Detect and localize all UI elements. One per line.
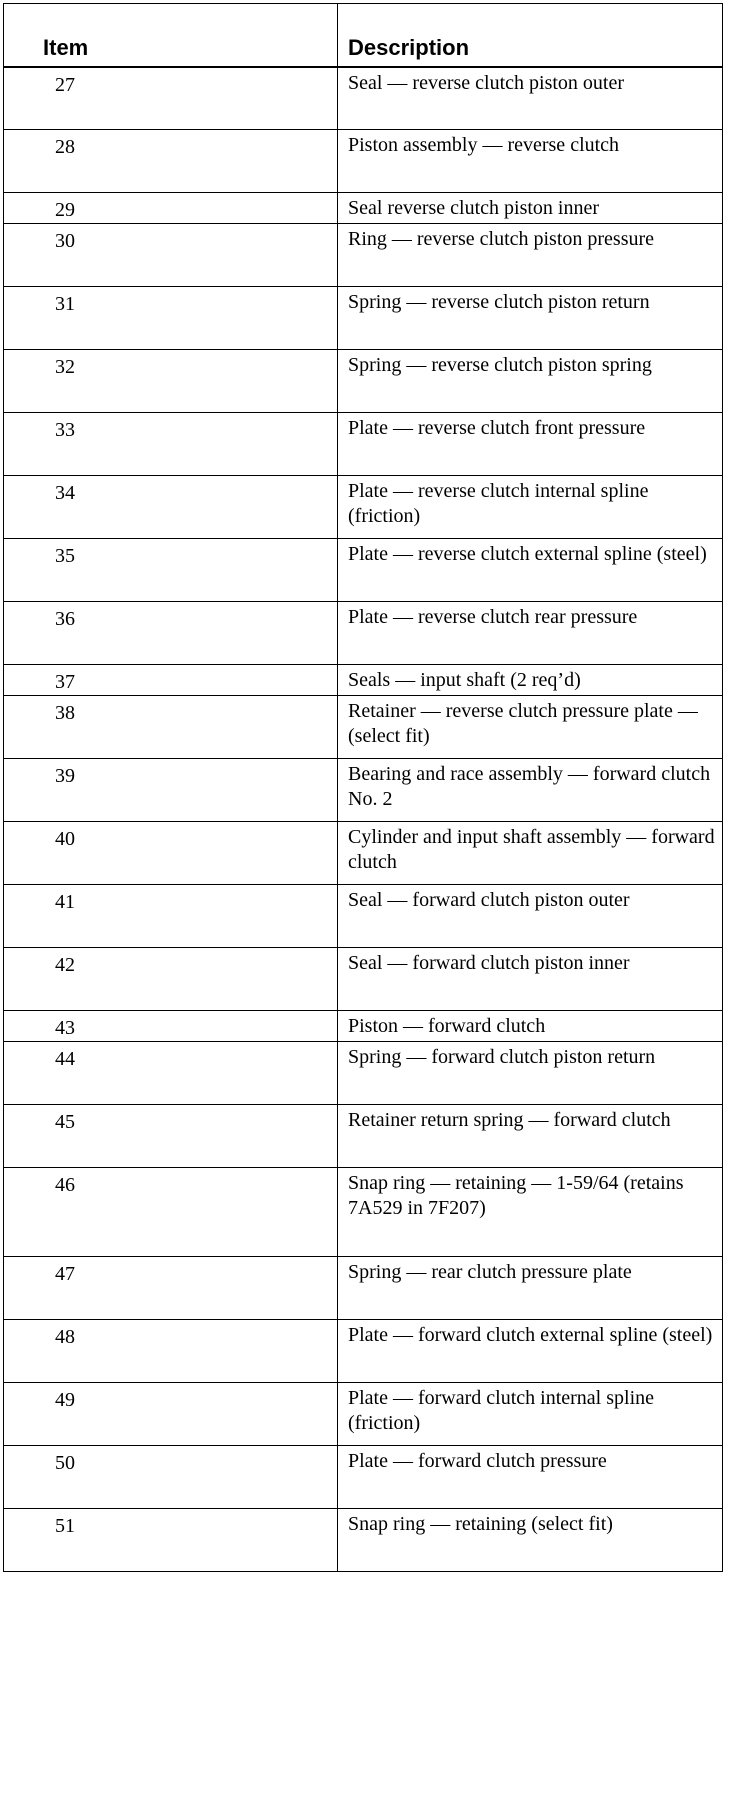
item-description: Bearing and race assembly — forward clutch No. 2	[338, 759, 723, 822]
table-row	[4, 696, 723, 759]
description-column-header: Description	[338, 4, 723, 67]
table-body	[4, 67, 723, 1572]
item-description: Spring — reverse clutch piston spring	[338, 350, 723, 413]
item-description: Seals — input shaft (2 req’d)	[338, 665, 723, 696]
table-row	[4, 476, 723, 539]
item-description: Piston assembly — reverse clutch	[338, 130, 723, 193]
item-number: 40	[4, 822, 338, 885]
table-row	[4, 224, 723, 287]
table-row	[4, 885, 723, 948]
table-row	[4, 1446, 723, 1509]
table-row	[4, 665, 723, 696]
item-description: Plate — reverse clutch front pressure	[338, 413, 723, 476]
item-description: Plate — reverse clutch rear pressure	[338, 602, 723, 665]
table-row	[4, 1168, 723, 1257]
table-row	[4, 1383, 723, 1446]
item-number: 45	[4, 1105, 338, 1168]
item-number: 43	[4, 1011, 338, 1042]
item-number: 46	[4, 1168, 338, 1257]
item-number: 36	[4, 602, 338, 665]
item-number: 50	[4, 1446, 338, 1509]
table-row	[4, 130, 723, 193]
item-description: Plate — reverse clutch internal spline (friction)	[338, 476, 723, 539]
table-row	[4, 287, 723, 350]
item-number: 33	[4, 413, 338, 476]
table-row	[4, 67, 723, 130]
item-description: Seal — reverse clutch piston outer	[338, 67, 723, 130]
table-row	[4, 822, 723, 885]
item-description: Retainer — reverse clutch pressure plate — (select fit)	[338, 696, 723, 759]
item-description: Cylinder and input shaft assembly — forward clutch	[338, 822, 723, 885]
item-description: Spring — rear clutch pressure plate	[338, 1257, 723, 1320]
table-row	[4, 350, 723, 413]
table-row	[4, 948, 723, 1011]
item-number: 38	[4, 696, 338, 759]
item-description: Piston — forward clutch	[338, 1011, 723, 1042]
item-number: 37	[4, 665, 338, 696]
item-description: Snap ring — retaining (select fit)	[338, 1509, 723, 1572]
table-row	[4, 759, 723, 822]
item-description: Snap ring — retaining — 1-59/64 (retains 7A529 in 7F207)	[338, 1168, 723, 1257]
item-number: 44	[4, 1042, 338, 1105]
item-number: 42	[4, 948, 338, 1011]
item-description: Ring — reverse clutch piston pressure	[338, 224, 723, 287]
item-number: 47	[4, 1257, 338, 1320]
table-row	[4, 602, 723, 665]
header-row	[4, 4, 723, 67]
table-row	[4, 193, 723, 224]
item-number: 48	[4, 1320, 338, 1383]
item-number: 27	[4, 67, 338, 130]
item-number: 35	[4, 539, 338, 602]
item-description: Plate — forward clutch internal spline (friction)	[338, 1383, 723, 1446]
item-number: 39	[4, 759, 338, 822]
item-description: Plate — forward clutch pressure	[338, 1446, 723, 1509]
table-row	[4, 1509, 723, 1572]
item-number: 30	[4, 224, 338, 287]
item-description: Seal — forward clutch piston outer	[338, 885, 723, 948]
table-row	[4, 1257, 723, 1320]
item-number: 51	[4, 1509, 338, 1572]
item-description: Plate — reverse clutch external spline (steel)	[338, 539, 723, 602]
table-row	[4, 1011, 723, 1042]
item-number: 34	[4, 476, 338, 539]
parts-table	[3, 3, 723, 1572]
table-row	[4, 413, 723, 476]
item-number: 41	[4, 885, 338, 948]
table-row	[4, 1320, 723, 1383]
item-description: Plate — forward clutch external spline (steel)	[338, 1320, 723, 1383]
item-column-header: Item	[4, 4, 338, 67]
item-description: Seal reverse clutch piston inner	[338, 193, 723, 224]
table-row	[4, 1105, 723, 1168]
item-description: Spring — forward clutch piston return	[338, 1042, 723, 1105]
item-number: 49	[4, 1383, 338, 1446]
item-number: 28	[4, 130, 338, 193]
item-number: 29	[4, 193, 338, 224]
table-row	[4, 1042, 723, 1105]
item-description: Seal — forward clutch piston inner	[338, 948, 723, 1011]
item-description: Retainer return spring — forward clutch	[338, 1105, 723, 1168]
item-description: Spring — reverse clutch piston return	[338, 287, 723, 350]
item-number: 32	[4, 350, 338, 413]
item-number: 31	[4, 287, 338, 350]
table-row	[4, 539, 723, 602]
